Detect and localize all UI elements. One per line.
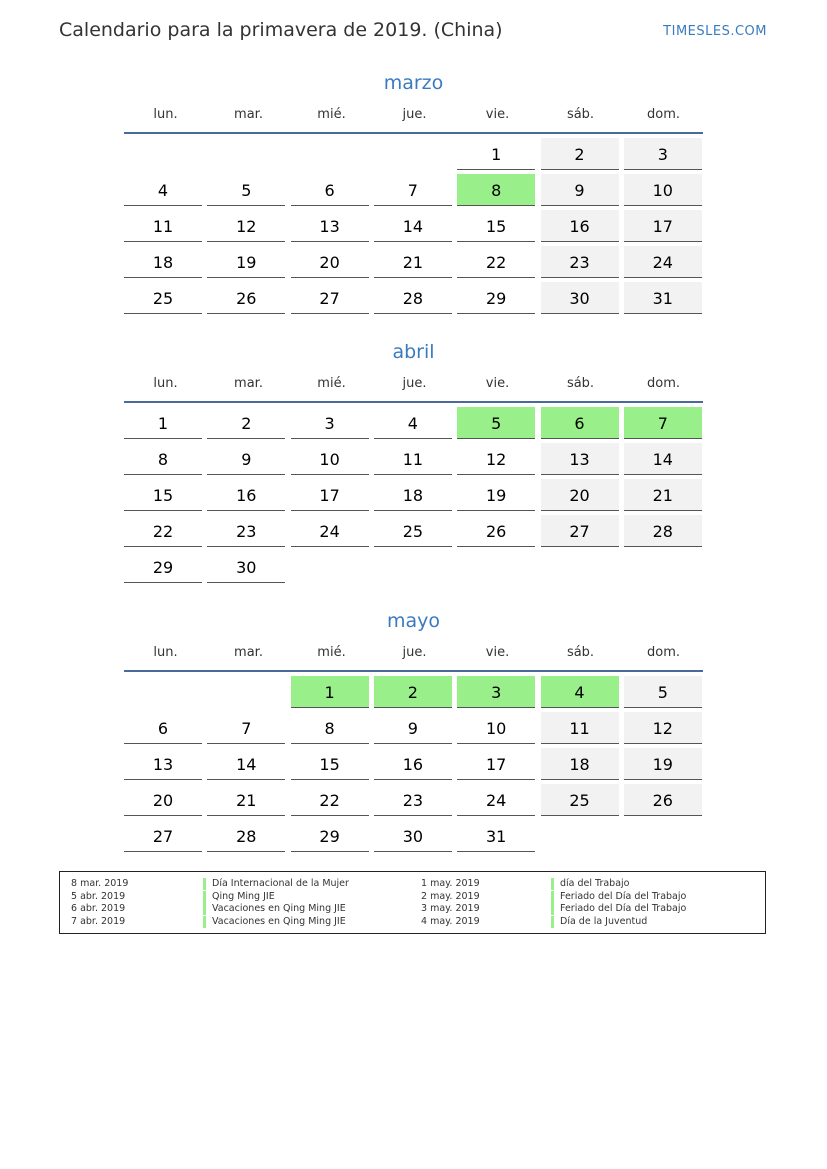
- day-cell: 3: [457, 676, 535, 708]
- day-cell: 6: [124, 712, 202, 744]
- day-cell: 18: [124, 246, 202, 278]
- day-cell: 22: [124, 515, 202, 547]
- day-cell: 31: [457, 820, 535, 852]
- day-cell: 30: [541, 282, 619, 314]
- day-cell: 25: [124, 282, 202, 314]
- day-cell: 27: [541, 515, 619, 547]
- weekday-label: jue.: [402, 645, 427, 660]
- day-cell: 22: [457, 246, 535, 278]
- day-cell: 4: [541, 676, 619, 708]
- day-cell: 1: [457, 138, 535, 170]
- legend-date: 4 may. 2019: [421, 915, 480, 927]
- header-divider: [124, 132, 703, 134]
- weekday-label: jue.: [402, 376, 427, 391]
- day-cell: 4: [374, 407, 452, 439]
- day-cell: 23: [541, 246, 619, 278]
- day-cell: 7: [207, 712, 285, 744]
- weekday-header: [124, 107, 703, 132]
- day-cell: 17: [457, 748, 535, 780]
- weekday-header: [124, 645, 703, 670]
- day-cell: 13: [541, 443, 619, 475]
- weekday-label: lun.: [153, 376, 178, 391]
- day-cell: 14: [207, 748, 285, 780]
- day-cell: 10: [291, 443, 369, 475]
- day-cell: 13: [291, 210, 369, 242]
- header-divider: [124, 401, 703, 403]
- day-cell: 30: [374, 820, 452, 852]
- weekday-label: sáb.: [566, 107, 595, 122]
- day-cell: 14: [374, 210, 452, 242]
- day-cell: 28: [207, 820, 285, 852]
- day-cell: 1: [291, 676, 369, 708]
- day-cell: 2: [207, 407, 285, 439]
- weekday-label: mié.: [317, 107, 346, 122]
- legend-holiday-name: Día de la Juventud: [551, 916, 647, 928]
- weekday-label: jue.: [402, 107, 427, 122]
- day-cell: 20: [541, 479, 619, 511]
- day-cell: 7: [624, 407, 702, 439]
- day-cell: 5: [457, 407, 535, 439]
- page-title: Calendario para la primavera de 2019. (China): [59, 19, 503, 41]
- day-cell: 19: [207, 246, 285, 278]
- legend-holiday-name: Qing Ming JIE: [203, 891, 275, 903]
- day-cell: 27: [124, 820, 202, 852]
- day-cell: 28: [624, 515, 702, 547]
- day-cell: 9: [207, 443, 285, 475]
- day-cell: 8: [124, 443, 202, 475]
- header-divider: [124, 670, 703, 672]
- day-cell: 9: [374, 712, 452, 744]
- legend-holiday-name: Vacaciones en Qing Ming JIE: [203, 916, 346, 928]
- day-cell: 11: [374, 443, 452, 475]
- day-cell: 17: [624, 210, 702, 242]
- day-cell: 31: [624, 282, 702, 314]
- day-cell: 20: [124, 784, 202, 816]
- day-cell: 23: [207, 515, 285, 547]
- legend-date: 6 abr. 2019: [71, 903, 126, 914]
- legend-holiday-name: día del Trabajo: [551, 878, 629, 890]
- weekday-label: sáb.: [566, 645, 595, 660]
- day-cell: 26: [457, 515, 535, 547]
- brand-link[interactable]: TIMESLES.COM: [663, 24, 767, 39]
- day-cell: 13: [124, 748, 202, 780]
- day-cell: 12: [207, 210, 285, 242]
- day-cell: 25: [374, 515, 452, 547]
- day-cell: 3: [291, 407, 369, 439]
- weekday-label: sáb.: [566, 376, 595, 391]
- day-cell: 16: [207, 479, 285, 511]
- weekday-label: vie.: [485, 107, 510, 122]
- weekday-label: mar.: [234, 376, 263, 391]
- day-cell: 21: [207, 784, 285, 816]
- legend-date: 7 abr. 2019: [71, 915, 126, 927]
- month-marzo: [124, 70, 703, 308]
- legend-date: 5 abr. 2019: [71, 890, 126, 902]
- weekday-label: vie.: [485, 376, 510, 391]
- day-cell: 5: [207, 174, 285, 206]
- day-cell: 24: [457, 784, 535, 816]
- weekday-label: vie.: [485, 645, 510, 660]
- weekday-label: dom.: [646, 376, 680, 391]
- day-cell: 10: [624, 174, 702, 206]
- day-cell: 6: [291, 174, 369, 206]
- day-cell: 18: [541, 748, 619, 780]
- day-cell: 29: [291, 820, 369, 852]
- day-cell: 5: [624, 676, 702, 708]
- day-cell: 26: [207, 282, 285, 314]
- day-cell: 3: [624, 138, 702, 170]
- day-cell: 11: [541, 712, 619, 744]
- day-cell: 24: [624, 246, 702, 278]
- month-name: mayo: [386, 610, 441, 632]
- day-cell: 17: [291, 479, 369, 511]
- legend-holiday-name: Vacaciones en Qing Ming JIE: [203, 903, 346, 915]
- day-cell: 9: [541, 174, 619, 206]
- legend-holiday-name: Día Internacional de la Mujer: [203, 878, 349, 890]
- day-cell: 16: [541, 210, 619, 242]
- day-cell: 29: [124, 551, 202, 583]
- day-cell: 15: [291, 748, 369, 780]
- weekday-header: [124, 376, 703, 401]
- day-cell: 30: [207, 551, 285, 583]
- day-cell: 25: [541, 784, 619, 816]
- day-cell: 15: [457, 210, 535, 242]
- weekday-label: mié.: [317, 376, 346, 391]
- day-cell: 23: [374, 784, 452, 816]
- day-cell: 14: [624, 443, 702, 475]
- legend-date: 2 may. 2019: [421, 890, 480, 902]
- day-cell: 2: [374, 676, 452, 708]
- legend-date: 8 mar. 2019: [71, 878, 129, 889]
- day-cell: 24: [291, 515, 369, 547]
- day-cell: 11: [124, 210, 202, 242]
- holiday-legend: [59, 871, 766, 934]
- weekday-label: lun.: [153, 107, 178, 122]
- weekday-label: mar.: [234, 107, 263, 122]
- day-cell: 7: [374, 174, 452, 206]
- legend-date: 3 may. 2019: [421, 903, 480, 914]
- day-cell: 20: [291, 246, 369, 278]
- day-cell: 12: [624, 712, 702, 744]
- weekday-label: lun.: [153, 645, 178, 660]
- legend-holiday-name: Feriado del Día del Trabajo: [551, 891, 686, 903]
- day-cell: 15: [124, 479, 202, 511]
- month-name: abril: [392, 341, 435, 363]
- day-cell: 28: [374, 282, 452, 314]
- month-name: marzo: [383, 72, 444, 94]
- day-cell: 1: [124, 407, 202, 439]
- day-cell: 18: [374, 479, 452, 511]
- day-cell: 12: [457, 443, 535, 475]
- weekday-label: dom.: [646, 645, 680, 660]
- day-cell: 29: [457, 282, 535, 314]
- day-cell: 16: [374, 748, 452, 780]
- day-cell: 19: [457, 479, 535, 511]
- month-abril: [124, 339, 703, 577]
- day-cell: 2: [541, 138, 619, 170]
- weekday-label: mié.: [317, 645, 346, 660]
- day-cell: 10: [457, 712, 535, 744]
- day-cell: 8: [291, 712, 369, 744]
- day-cell: 6: [541, 407, 619, 439]
- day-cell: 4: [124, 174, 202, 206]
- day-cell: 8: [457, 174, 535, 206]
- legend-date: 1 may. 2019: [421, 878, 480, 889]
- legend-holiday-name: Feriado del Día del Trabajo: [551, 903, 686, 915]
- month-mayo: [124, 608, 703, 846]
- weekday-label: dom.: [646, 107, 680, 122]
- day-cell: 27: [291, 282, 369, 314]
- weekday-label: mar.: [234, 645, 263, 660]
- day-cell: 21: [374, 246, 452, 278]
- day-cell: 21: [624, 479, 702, 511]
- day-cell: 19: [624, 748, 702, 780]
- day-cell: 26: [624, 784, 702, 816]
- day-cell: 22: [291, 784, 369, 816]
